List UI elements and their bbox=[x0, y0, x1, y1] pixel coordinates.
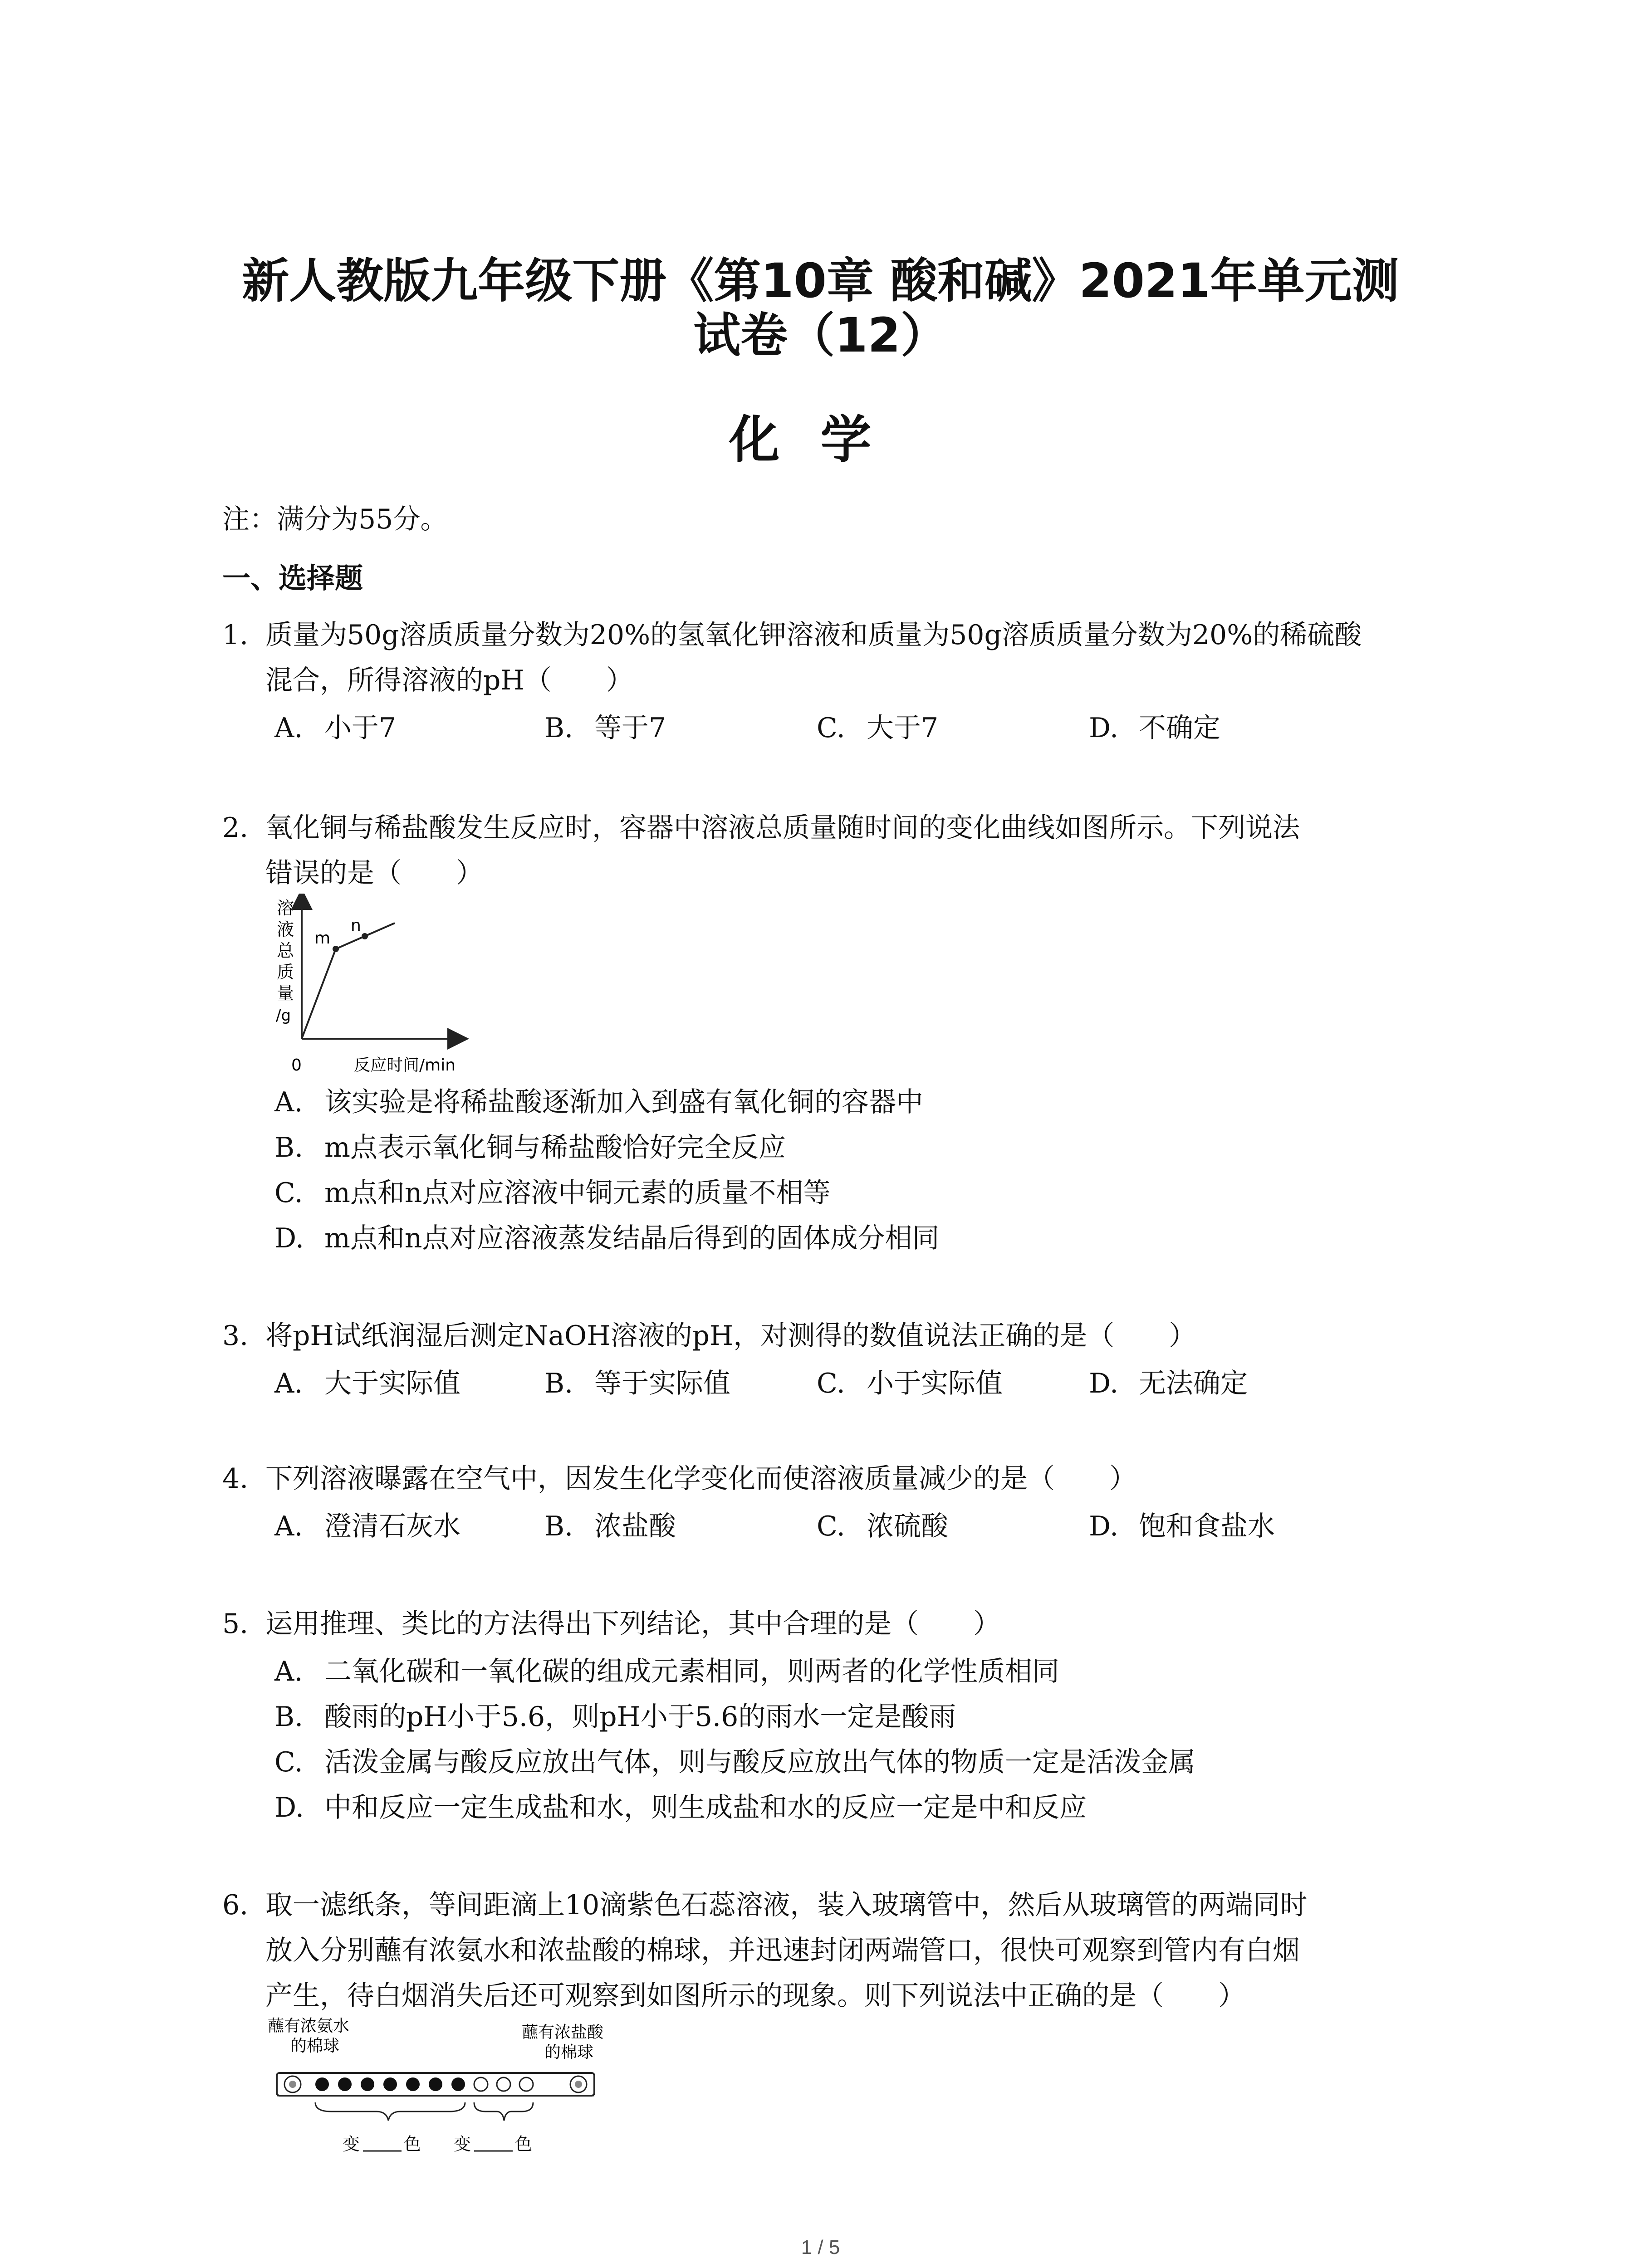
q1-option-a[interactable]: A. 小于7 bbox=[274, 712, 397, 744]
q2-option-b[interactable]: B. m点表示氧化铜与稀盐酸恰好完全反应 bbox=[274, 1132, 786, 1163]
q5-option-c[interactable]: C. 活泼金属与酸反应放出气体，则与酸反应放出气体的物质一定是活泼金属 bbox=[274, 1746, 1195, 1778]
graph-origin: 0 bbox=[291, 1056, 302, 1075]
litmus-drop-dark bbox=[338, 2077, 352, 2091]
q2-option-d[interactable]: D. m点和n点对应溶液蒸发结晶后得到的固体成分相同 bbox=[274, 1222, 940, 1254]
question-6-tube-figure bbox=[268, 2014, 622, 2168]
point-m-label: m bbox=[314, 929, 331, 948]
right-brace bbox=[474, 2102, 533, 2121]
question-3-stem: 将pH试纸润湿后测定NaOH溶液的pH，对测得的数值说法正确的是（ ） bbox=[265, 1320, 1196, 1352]
q1-option-d[interactable]: D. 不确定 bbox=[1089, 712, 1220, 744]
graph-ylabel-char: /g bbox=[276, 1007, 291, 1025]
graph-ylabel-char: 液 bbox=[277, 919, 294, 939]
question-1-stem-line-2: 混合，所得溶液的pH（ ） bbox=[265, 665, 633, 696]
q4-option-a[interactable]: A. 澄清石灰水 bbox=[274, 1510, 460, 1542]
title-line-1: 新人教版九年级下册《第10章 酸和碱》2021年单元测 bbox=[242, 253, 1399, 308]
acid-cotton-ball-center bbox=[575, 2081, 582, 2088]
question-2-graph bbox=[263, 894, 499, 1084]
question-6-stem-line-3: 产生，待白烟消失后还可观察到如图所示的现象。则下列说法中正确的是（ ） bbox=[265, 1980, 1245, 2012]
right-color-label: 色 bbox=[515, 2134, 533, 2154]
right-change-label: 变 bbox=[454, 2134, 471, 2154]
question-1-number: 1. bbox=[222, 619, 249, 651]
q5-option-a[interactable]: A. 二氧化碳和一氧化碳的组成元素相同，则两者的化学性质相同 bbox=[274, 1656, 1059, 1687]
question-5-stem: 运用推理、类比的方法得出下列结论，其中合理的是（ ） bbox=[265, 1608, 1000, 1640]
graph-ylabel-char: 质 bbox=[277, 962, 294, 982]
litmus-drop-dark bbox=[451, 2077, 465, 2091]
section-heading: 一、选择题 bbox=[222, 562, 363, 595]
graph-xlabel: 反应时间/min bbox=[354, 1056, 456, 1075]
ammonia-cotton-ball-center bbox=[289, 2081, 296, 2088]
point-n-marker bbox=[362, 933, 368, 939]
graph-ylabel-char: 溶 bbox=[277, 898, 294, 918]
question-2-stem-line-2: 错误的是（ ） bbox=[265, 857, 483, 889]
litmus-drop-dark bbox=[315, 2077, 329, 2091]
question-2-number: 2. bbox=[222, 812, 249, 844]
title-line-2: 试卷（12） bbox=[693, 308, 948, 363]
graph-ylabel-char: 量 bbox=[277, 983, 294, 1003]
question-5-number: 5. bbox=[222, 1608, 249, 1640]
q4-option-b[interactable]: B. 浓盐酸 bbox=[544, 1510, 676, 1542]
right-cotton-label-line-2: 的棉球 bbox=[544, 2043, 594, 2062]
litmus-drop-light bbox=[519, 2077, 533, 2091]
q2-option-a[interactable]: A. 该实验是将稀盐酸逐渐加入到盛有氧化铜的容器中 bbox=[274, 1086, 923, 1118]
q4-option-d[interactable]: D. 饱和食盐水 bbox=[1089, 1510, 1275, 1542]
left-cotton-label-line-2: 的棉球 bbox=[290, 2037, 340, 2055]
litmus-drop-dark bbox=[361, 2077, 374, 2091]
q2-option-c[interactable]: C. m点和n点对应溶液中铜元素的质量不相等 bbox=[274, 1177, 831, 1209]
question-4-number: 4. bbox=[222, 1463, 249, 1495]
point-n-label: n bbox=[351, 916, 361, 935]
q1-option-c[interactable]: C. 大于7 bbox=[817, 712, 939, 744]
q3-option-a[interactable]: A. 大于实际值 bbox=[274, 1368, 460, 1399]
graph-ylabel-char: 总 bbox=[277, 941, 294, 961]
score-note: 注：满分为55分。 bbox=[222, 503, 448, 535]
q3-option-b[interactable]: B. 等于实际值 bbox=[544, 1368, 730, 1399]
litmus-drop-dark bbox=[429, 2077, 442, 2091]
question-6-stem-line-2: 放入分别蘸有浓氨水和浓盐酸的棉球，并迅速封闭两端管口，很快可观察到管内有白烟 bbox=[265, 1935, 1300, 1966]
left-color-label: 色 bbox=[404, 2134, 421, 2154]
question-1-stem-line-1: 质量为50g溶质质量分数为20%的氢氧化钾溶液和质量为50g溶质质量分数为20%的稀硫酸 bbox=[265, 619, 1362, 651]
q4-option-c[interactable]: C. 浓硫酸 bbox=[817, 1510, 948, 1542]
page-number: 1 / 5 bbox=[801, 2236, 840, 2258]
litmus-drop-dark bbox=[406, 2077, 420, 2091]
q5-option-d[interactable]: D. 中和反应一定生成盐和水，则生成盐和水的反应一定是中和反应 bbox=[274, 1792, 1087, 1823]
left-brace bbox=[315, 2102, 465, 2121]
left-change-label: 变 bbox=[343, 2134, 360, 2154]
question-6-stem-line-1: 取一滤纸条，等间距滴上10滴紫色石蕊溶液，装入玻璃管中，然后从玻璃管的两端同时 bbox=[265, 1889, 1308, 1921]
question-3-number: 3. bbox=[222, 1320, 249, 1352]
left-cotton-label-line-1: 蘸有浓氨水 bbox=[268, 2017, 350, 2035]
subject-heading: 化学 bbox=[729, 410, 912, 469]
question-4-stem: 下列溶液曝露在空气中，因发生化学变化而使溶液质量减少的是（ ） bbox=[265, 1463, 1136, 1495]
q1-option-b[interactable]: B. 等于7 bbox=[544, 712, 666, 744]
q3-option-d[interactable]: D. 无法确定 bbox=[1089, 1368, 1248, 1399]
question-2-stem-line-1: 氧化铜与稀盐酸发生反应时，容器中溶液总质量随时间的变化曲线如图所示。下列说法 bbox=[265, 812, 1300, 844]
point-m-marker bbox=[333, 946, 339, 952]
litmus-drop-dark bbox=[383, 2077, 397, 2091]
q3-option-c[interactable]: C. 小于实际值 bbox=[817, 1368, 1003, 1399]
litmus-drop-light bbox=[497, 2077, 510, 2091]
right-cotton-label-line-1: 蘸有浓盐酸 bbox=[522, 2023, 604, 2042]
q5-option-b[interactable]: B. 酸雨的pH小于5.6，则pH小于5.6的雨水一定是酸雨 bbox=[274, 1701, 956, 1733]
litmus-drop-light bbox=[474, 2077, 488, 2091]
question-6-number: 6. bbox=[222, 1889, 249, 1921]
